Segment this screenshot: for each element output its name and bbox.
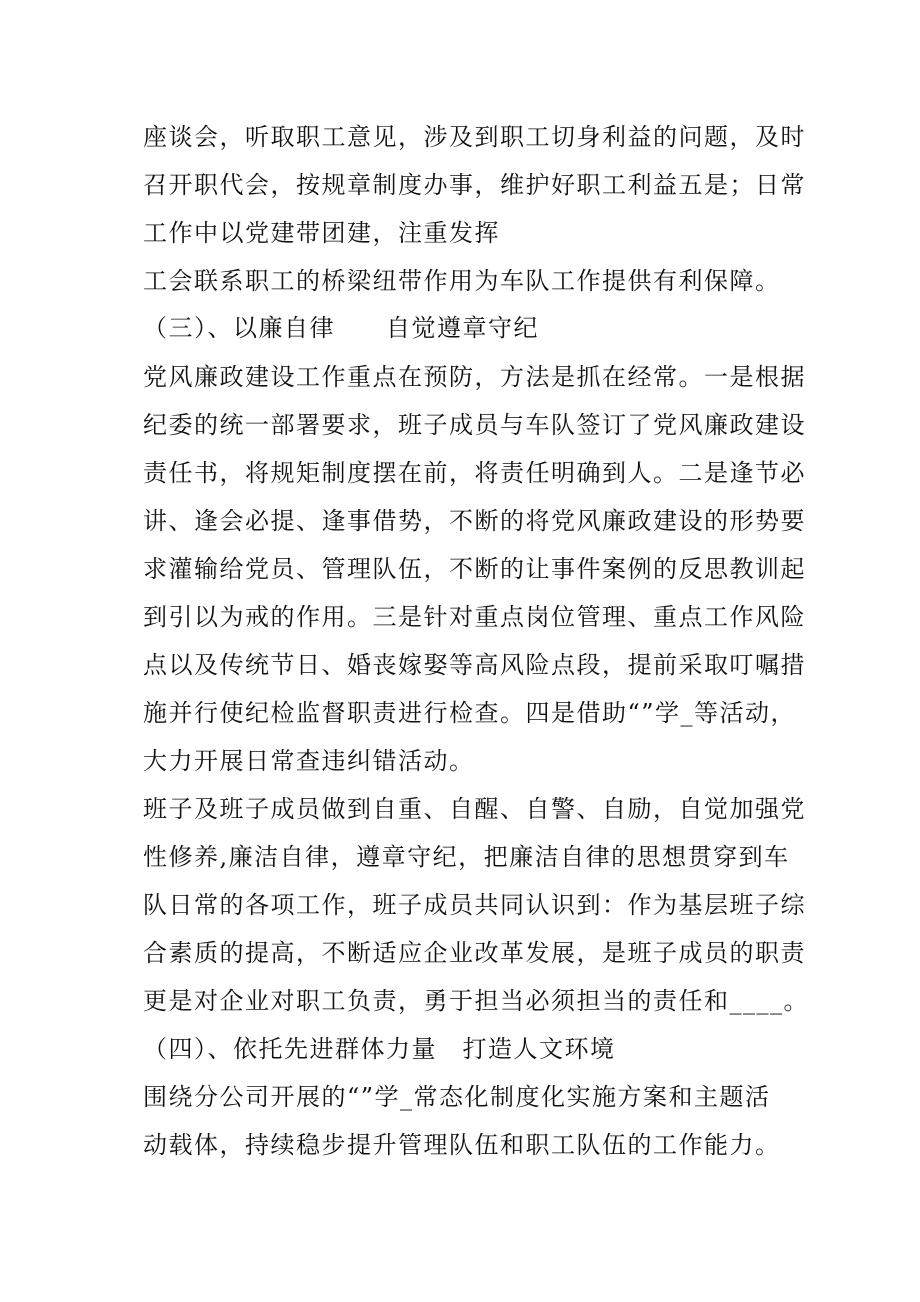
text-line: 求灌输给党员、管理队伍，不断的让事件案例的反思教训起	[143, 555, 806, 583]
text-line: 工会联系职工的桥梁纽带作用为车队工作提供有利保障。	[143, 267, 781, 295]
text-line: 点以及传统节日、婚丧嫁娶等高风险点段，提前采取叮嘱措	[143, 651, 806, 679]
text-line: 责任书，将规矩制度摆在前，将责任明确到人。二是逢节必	[143, 459, 806, 487]
text-line: 召开职代会，按规章制度办事，维护好职工利益五是；日常	[143, 171, 806, 199]
section-heading: （三）、以廉自律 自觉遵章守纪	[143, 314, 539, 342]
text-line: 党风廉政建设工作重点在预防，方法是抓在经常。一是根据	[143, 363, 806, 391]
text-line: 座谈会，听取职工意见，涉及到职工切身利益的问题，及时	[143, 123, 806, 151]
text-line: 动载体，持续稳步提升管理队伍和职工队伍的工作能力。	[143, 1131, 781, 1159]
text-line: 施并行使纪检监督职责进行检查。四是借助“”学_等活动，	[143, 699, 797, 727]
text-line: 纪委的统一部署要求，班子成员与车队签订了党风廉政建设	[143, 411, 806, 439]
text-line: 到引以为戒的作用。三是针对重点岗位管理、重点工作风险	[143, 603, 806, 631]
text-line: 工作中以党建带团建，注重发挥	[143, 219, 500, 247]
section-heading: （四）、依托先进群体力量 打造人文环境	[143, 1035, 616, 1063]
text-line: 班子及班子成员做到自重、自醒、自警、自励，自觉加强党	[143, 795, 806, 823]
text-line: 围绕分公司开展的“”学_常态化制度化实施方案和主题活	[143, 1083, 771, 1111]
text-line: 更是对企业对职工负责，勇于担当必须担当的责任和____。	[143, 987, 809, 1015]
text-line: 队日常的各项工作，班子成员共同认识到：作为基层班子综	[143, 891, 806, 919]
text-line: 大力开展日常查违纠错活动。	[143, 747, 475, 775]
text-line: 合素质的提高，不断适应企业改革发展，是班子成员的职责	[143, 939, 806, 967]
text-line: 性修养,廉洁自律，遵章守纪，把廉洁自律的思想贯穿到车	[143, 843, 790, 871]
text-line: 讲、逢会必提、逢事借势，不断的将党风廉政建设的形势要	[143, 507, 806, 535]
